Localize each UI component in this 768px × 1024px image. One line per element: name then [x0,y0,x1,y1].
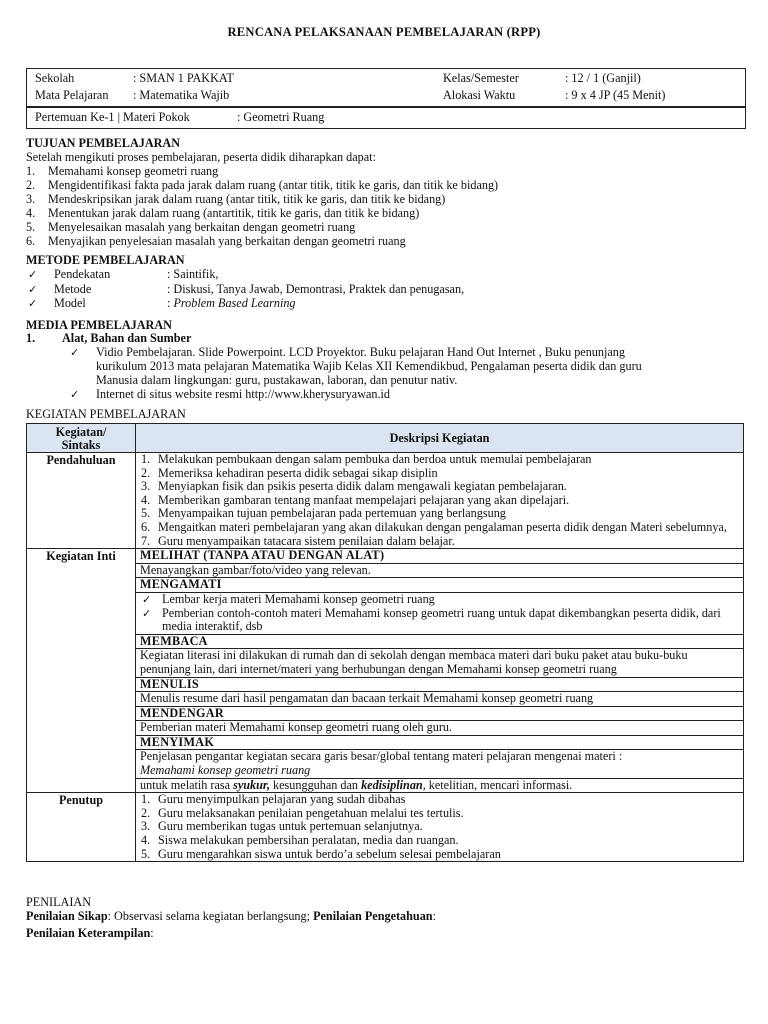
list-item [136,453,743,467]
header-kegiatan-line2: Sintaks [61,437,101,452]
list-item [136,535,743,549]
stage-label: Kegiatan Inti [46,549,116,564]
subheading-membaca: MEMBACA [136,634,743,650]
tujuan-heading: TUJUAN PEMBELAJARAN [26,136,181,150]
list-item-number: 6. [141,519,151,534]
tujuan-item: Mengidentifikasi fakta pada jarak dalam ruang (antar titik, titik ke garis, dan titik ke bidang) [48,177,499,192]
sikap-label: Penilaian Sikap [26,909,108,923]
melatih-bold1: syukur, [233,777,270,792]
sikap-text: : Observasi selama kegiatan berlangsung; [107,909,314,923]
check-icon: ✓ [28,268,38,281]
list-item-text: Memeriksa kehadiran peserta didik sebagai sikap disiplin [158,465,438,480]
list-item [136,480,743,494]
metode-label: Pendekatan [54,267,111,281]
media-bullet2: Internet di situs website resmi http://www.kherysuryawan.id [96,387,391,401]
pengetahuan-label: Penilaian Pengetahuan [313,909,433,923]
mapel-value: : Matematika Wajib [133,88,230,102]
list-item-text: Mengaitkan materi pembelajaran yang akan dilakukan dengan pengalaman peserta didik dengan Materi sebelumnya, [158,519,727,534]
check-icon: ✓ [28,283,38,296]
list-item [136,848,743,862]
metode-value: : Saintifik, [167,267,219,281]
metode-value: : Diskusi, Tanya Jawab, Demontrasi, Praktek dan penugasan, [167,282,465,296]
melihat-text: Menayangkan gambar/foto/video yang relevan. [140,562,371,577]
stage-cell [27,549,136,793]
metode-heading: METODE PEMBELAJARAN [26,253,185,267]
list-item [136,521,743,535]
check-icon: ✓ [142,592,152,606]
table-header-row [27,424,744,453]
check-icon: ✓ [70,346,80,359]
membaca-text: Kegiatan literasi ini dilakukan di rumah dan di sekolah dengan membaca materi dari buku paket atau buku-buku penunjang lain, dari internet/materi yang berhubungan dengan Memahami konsep geometri ruang [140,648,688,676]
menyimak-italic: Memahami konsep geometri ruang [140,763,311,778]
list-item-number: 5. [141,846,151,861]
kegiatan-heading: KEGIATAN PEMBELAJARAN [26,407,186,421]
tujuan-number: 5. [26,219,36,234]
list-item-number: 3. [141,819,151,834]
melatih-mid: kesungguhan dan [270,777,362,792]
list-item-number: 4. [141,833,151,848]
subheading-mendengar: MENDENGAR [136,706,743,722]
media-sub-heading: Alat, Bahan dan Sumber [62,331,192,345]
description-cell [136,793,744,862]
tujuan-number: 1. [26,164,36,178]
penilaian-heading: PENILAIAN [26,895,91,909]
description-cell [136,453,744,549]
list-item [136,807,743,821]
table-row-penutup [27,793,744,862]
stage-label: Penutup [58,793,104,808]
check-icon: ✓ [142,606,152,620]
list-item-number: 2. [141,465,151,480]
list-item-number: 4. [141,492,151,507]
list-item-text: Menyiapkan fisik dan psikis peserta didik dalam mengawali kegiatan pembelajaran. [158,479,567,494]
melatih-text [136,778,743,793]
tujuan-item: Menyajikan penyelesaian masalah yang berkaitan dengan geometri ruang [48,233,406,248]
melatih-prefix: untuk melatih rasa [140,777,234,792]
tujuan-number: 3. [26,191,36,206]
tujuan-item: Mendeskripsikan jarak dalam ruang (antar titik, titik ke garis, dan titik ke bidang) [48,191,446,206]
penutup-list [136,793,743,861]
penilaian-line2 [26,927,154,941]
tujuan-intro: Setelah mengikuti proses pembelajaran, peserta didik diharapkan dapat: [26,150,376,164]
penilaian-line1 [26,910,436,924]
menyimak-intro: Penjelasan pengantar kegiatan secara garis besar/global tentang materi pelajaran mengenai materi : [140,749,623,764]
school-info-box [26,68,746,107]
sekolah-label: Sekolah [35,71,75,85]
metode-label: Metode [54,282,92,296]
subheading-menyimak: MENYIMAK [136,735,743,751]
list-item [136,793,743,807]
alokasi-value: : 9 x 4 JP (45 Menit) [565,88,666,102]
list-item-number: 1. [141,452,151,466]
media-sub-number: 1. [26,331,36,345]
metode-label: Model [54,296,86,310]
list-item-text: Memberikan gambaran tentang manfaat mempelajari pelajaran yang akan dipelajari. [158,492,570,507]
list-item-number: 1. [141,792,151,807]
mapel-label: Mata Pelajaran [35,88,109,102]
subheading-menulis: MENULIS [136,677,743,693]
list-item-number: 7. [141,533,151,548]
subheading-melihat: MELIHAT (TANPA ATAU DENGAN ALAT) [136,549,743,564]
melatih-bold2: kedisiplinan [361,777,423,792]
header-deskripsi [136,424,744,453]
media-bullet1-line3: Manusia dalam lingkungan: guru, pustakawan, laboran, dan penutur nativ. [96,373,458,387]
menyimak-text [136,750,743,777]
media-heading: MEDIA PEMBELAJARAN [26,318,172,332]
pendahuluan-list [136,453,743,548]
keterampilan-text: : [150,926,154,940]
menulis-text: Menulis resume dari hasil pengamatan dan bacaan terkait Memahami konsep geometri ruang [140,691,594,706]
list-item-text: Pemberian contoh-contoh materi Memahami konsep geometri ruang untuk dapat dikembangkan peserta didik, dari media interaktif, dsb [162,605,721,634]
tujuan-number: 2. [26,177,36,192]
tujuan-item: Menyelesaikan masalah yang berkaitan dengan geometri ruang [48,219,356,234]
media-bullet1-line1: Vidio Pembelajaran. Slide Powerpoint. LCD Proyektor. Buku pelajaran Hand Out Internet , Buku penunjang [96,345,625,359]
check-icon: ✓ [28,297,38,310]
list-item-text: Guru melaksanakan penilaian pengetahuan melalui tes tertulis. [158,805,464,820]
subheading-mengamati: MENGAMATI [136,577,743,593]
kelas-label: Kelas/Semester [443,71,519,85]
melatih-suffix: , ketelitian, mencari informasi. [422,777,573,792]
kelas-value: : 12 / 1 (Ganjil) [565,71,641,85]
list-item-text: Menyampaikan tujuan pembelajaran pada pertemuan yang berlangsung [158,506,506,521]
kegiatan-table [26,423,744,862]
header-kegiatan [27,424,136,453]
list-item-text: Guru memberikan tugas untuk pertemuan selanjutnya. [158,819,423,834]
stage-label: Pendahuluan [46,453,116,467]
list-item-text: Melakukan pembukaan dengan salam pembuka dan berdoa untuk memulai pembelajaran [158,452,592,466]
list-item-text: Guru menyimpulkan pelajaran yang sudah dibahas [158,792,406,807]
pertemuan-label: Pertemuan Ke-1 | Materi Pokok [35,110,190,124]
model-italic: Problem Based Learning [173,296,296,310]
description-cell [136,549,744,793]
list-item [136,607,743,634]
media-bullet1-line2: kurikulum 2013 mata pelajaran Matematika Wajib Kelas XII Kemendikbud, Pengalaman peserta didik dan guru [96,359,642,373]
check-icon: ✓ [70,388,80,401]
mendengar-text: Pemberian materi Memahami konsep geometri ruang oleh guru. [140,720,453,735]
list-item-number: 3. [141,479,151,494]
list-item-text: Guru menyampaikan tatacara sistem penilaian dalam belajar. [158,533,455,548]
tujuan-item: Memahami konsep geometri ruang [48,164,219,178]
tujuan-item: Menentukan jarak dalam ruang (antartitik, titik ke garis, dan titik ke bidang) [48,205,420,220]
model-prefix: : [167,296,174,310]
header-kegiatan-line1: Kegiatan/ [55,425,107,439]
metode-value [167,297,296,311]
list-item-number: 2. [141,805,151,820]
sekolah-value: : SMAN 1 PAKKAT [133,71,234,85]
mengamati-list [136,593,743,634]
stage-cell [27,453,136,549]
header-deskripsi-text: Deskripsi Kegiatan [389,431,490,445]
list-item-text: Guru mengarahkan siswa untuk berdo’a sebelum selesai pembelajaran [158,846,501,861]
list-item-number: 5. [141,506,151,521]
list-item [136,820,743,834]
document-title: RENCANA PELAKSANAAN PEMBELAJARAN (RPP) [227,25,541,39]
stage-cell [27,793,136,862]
tujuan-number: 6. [26,233,36,248]
list-item [136,593,743,607]
materi-value: : Geometri Ruang [237,110,325,124]
table-row-pendahuluan [27,453,744,549]
tujuan-number: 4. [26,205,36,220]
list-item [136,494,743,508]
list-item [136,834,743,848]
alokasi-label: Alokasi Waktu [443,88,516,102]
list-item-text: Siswa melakukan pembersihan peralatan, media dan ruangan. [158,833,459,848]
meeting-info-box [26,107,746,129]
list-item [136,467,743,481]
list-item [136,507,743,521]
pengetahuan-text: : [432,909,436,923]
list-item-text: Lembar kerja materi Memahami konsep geometri ruang [162,591,435,606]
table-row-inti [27,549,744,793]
keterampilan-label: Penilaian Keterampilan [26,926,151,940]
